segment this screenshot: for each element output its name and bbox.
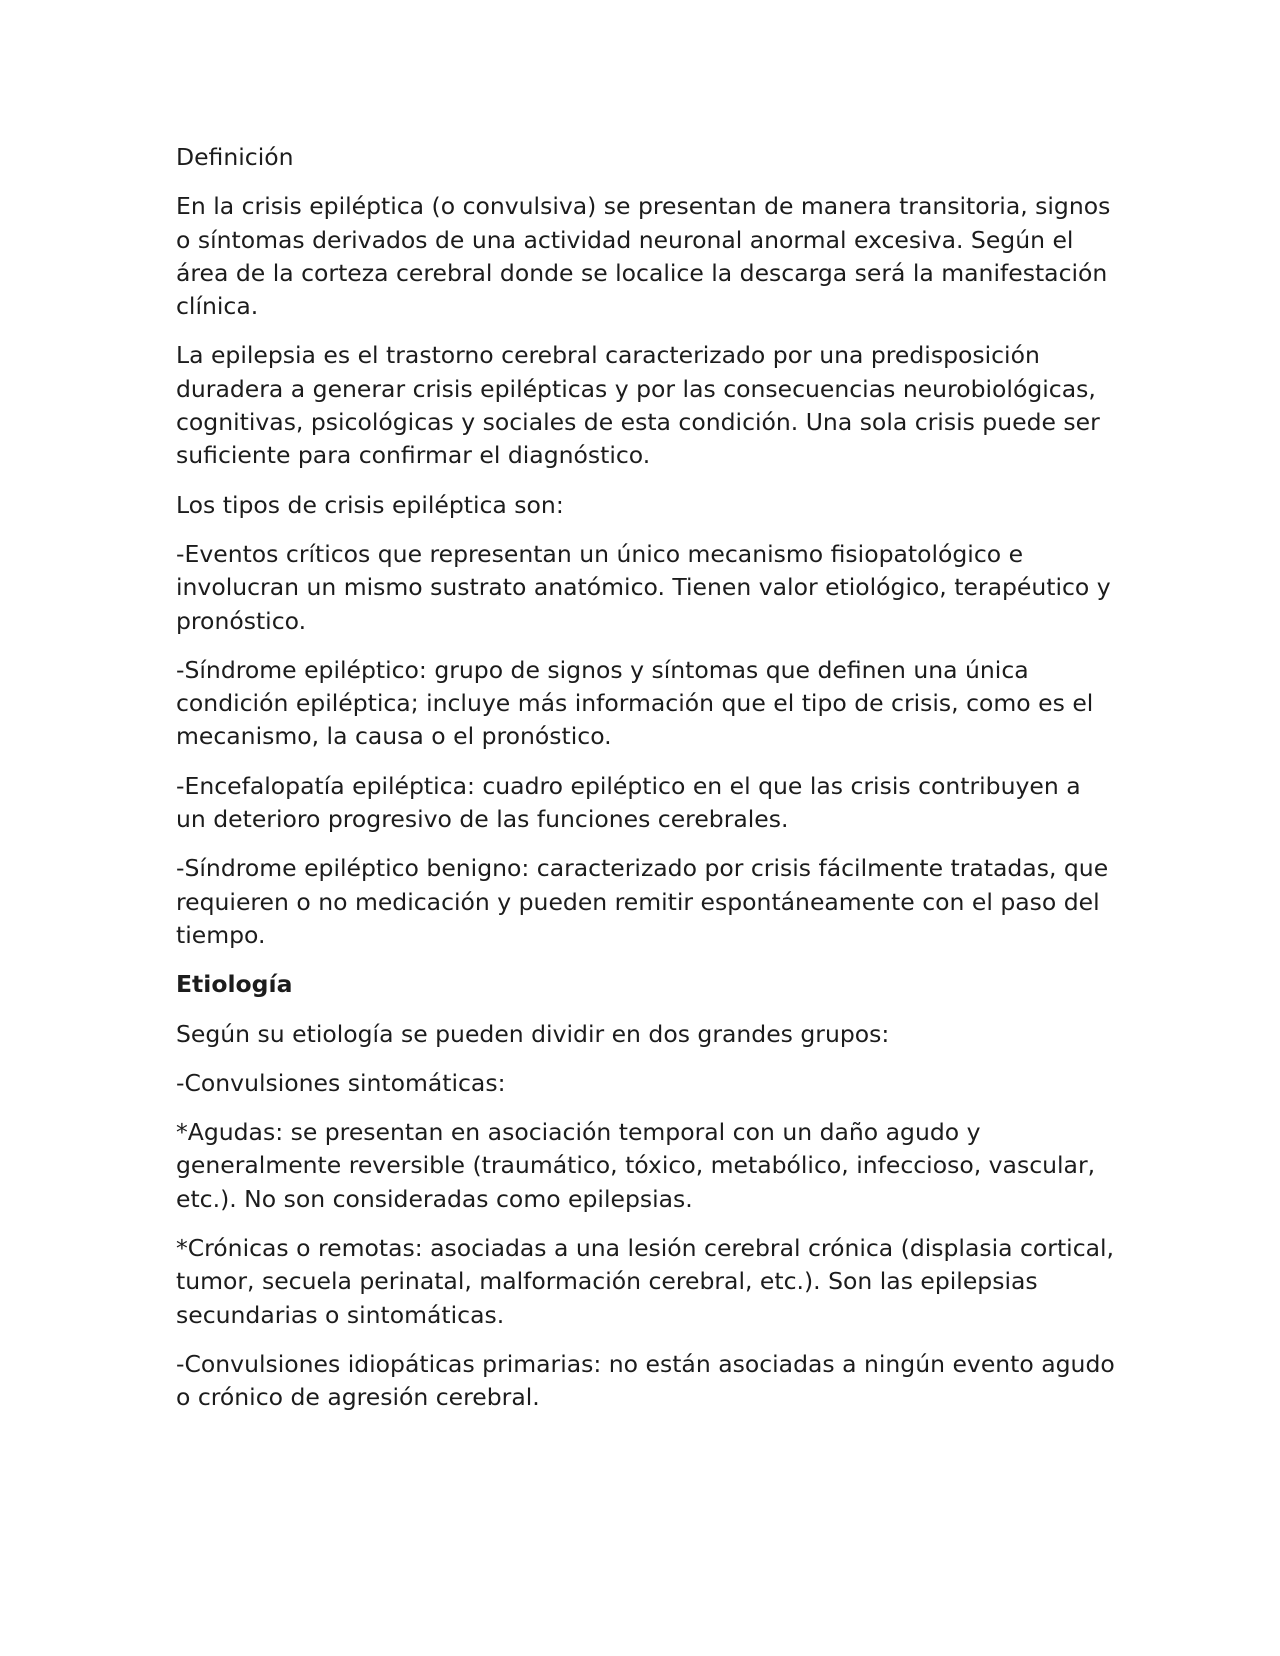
paragraph-epileptic-encephalopathy: -Encefalopatía epiléptica: cuadro epiléptico en el que las crisis contribuyen a un deterioro progresivo de las funciones cerebrales. [176, 771, 1081, 834]
paragraph-crisis-types-intro: Los tipos de crisis epiléptica son: [176, 490, 564, 519]
paragraph-chronic: *Crónicas o remotas: asociadas a una lesión cerebral crónica (displasia cortical, tumor, secuela perinatal, malformación cerebral, etc.). Son las epilepsias secundarias o sintomáticas. [176, 1234, 1115, 1329]
paragraph-epilepsy-definition: La epilepsia es el trastorno cerebral caracterizado por una predisposición duradera a generar crisis epilépticas y por las consecuencias neurobiológicas, cognitivas, psicológicas y sociales de esta condición. Una sola crisis puede ser suficiente para confirmar el diagnóstico. [176, 341, 1100, 470]
paragraph-symptomatic-convulsions: -Convulsiones sintomáticas: [176, 1068, 506, 1097]
document-page [176, 141, 1116, 1431]
paragraph-critical-events: -Eventos críticos que representan un único mecanismo fisiopatológico e involucran un mismo sustrato anatómico. Tienen valor etiológico, terapéutico y pronóstico. [176, 539, 1111, 635]
paragraph-acute: *Agudas: se presentan en asociación temporal con un daño agudo y generalmente reversible (traumático, tóxico, metabólico, infeccioso, vascular, etc.). No son consideradas como epilepsias. [176, 1118, 1096, 1213]
definition-heading: Definición [176, 143, 294, 171]
etiology-heading: Etiología [176, 970, 293, 999]
paragraph-etiology-intro: Según su etiología se pueden dividir en dos grandes grupos: [176, 1019, 890, 1048]
paragraph-idiopathic: -Convulsiones idiopáticas primarias: no están asociadas a ningún evento agudo o crónico de agresión cerebral. [176, 1349, 1115, 1412]
paragraph-benign-syndrome: -Síndrome epiléptico benigno: caracterizado por crisis fácilmente tratadas, que requieren o no medicación y pueden remitir espontáneamente con el paso del tiempo. [176, 854, 1109, 949]
paragraph-epileptic-syndrome: -Síndrome epiléptico: grupo de signos y síntomas que definen una única condición epiléptica; incluye más información que el tipo de crisis, como es el mecanismo, la causa o el pronóstico. [176, 655, 1094, 751]
paragraph-crisis-definition: En la crisis epiléptica (o convulsiva) se presentan de manera transitoria, signos o síntomas derivados de una actividad neuronal anormal excesiva. Según el área de la corteza cerebral donde se localice la descarga será la manifestación clínica. [176, 192, 1111, 321]
